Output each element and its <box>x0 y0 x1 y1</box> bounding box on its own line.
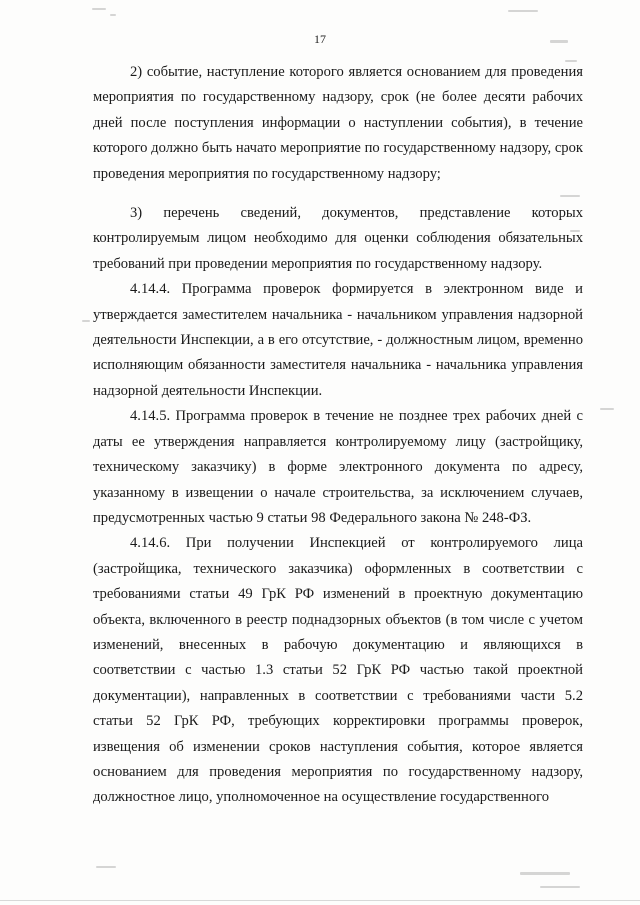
scan-noise <box>600 408 614 410</box>
document-body <box>93 60 583 811</box>
scan-edge-line <box>0 900 640 901</box>
scan-noise <box>508 10 538 12</box>
paragraph-4-14-5: 4.14.5. Программа проверок в течение не позднее трех рабочих дней с даты ее утверждения направляется контролируемому лицу (застройщику, техническому заказчику) в форме электронного документа по адресу, указанному в извещении о начале строительства, за исключением случаев, предусмотренных частью 9 статьи 98 Федерального закона № 248-ФЗ. <box>93 408 583 526</box>
scan-noise <box>540 886 580 888</box>
scan-noise <box>560 195 580 197</box>
scan-noise <box>92 8 106 10</box>
page-number: 17 <box>314 32 326 46</box>
paragraph-4-14-6: 4.14.6. При получении Инспекцией от контролируемого лица (застройщика, технического заказчика) оформленных в соответствии с требованиями статьи 49 ГрК РФ изменений в проектную документацию объекта, включенного в реестр поднадзорных объектов (в том числе с учетом изменений, внесенных в рабочую документацию и являющихся в соответствии с частью 1.3 статьи 52 ГрК РФ частью такой проектной документации), направленных в соответствии с требованиями части 5.2 статьи 52 ГрК РФ, требующих корректировки программы проверок, извещения об изменении сроков наступления события, которое является основанием для проведения мероприятия по государственному надзору, должностное лицо, уполномоченное на осуществление государственного <box>93 535 583 806</box>
scan-noise <box>96 866 116 868</box>
scan-noise <box>520 872 570 875</box>
paragraph-4-14-4: 4.14.4. Программа проверок формируется в электронном виде и утверждается заместителем начальника - начальником управления надзорной деятельности Инспекции, а в его отсутствие, - должностным лицом, временно исполняющим обязанности заместителя начальника - начальника управления надзорной деятельности Инспекции. <box>93 281 583 399</box>
scan-noise <box>570 230 580 232</box>
paragraph-event: 2) событие, наступление которого является основанием для проведения мероприятия по государственному надзору, срок (не более десяти рабочих дней после поступления информации о наступлении события), в течение которого должно быть начато мероприятие по государственному надзору, срок проведения мероприятия по государственному надзору; <box>93 64 583 182</box>
scan-noise <box>82 320 90 322</box>
paragraph-documents-list: 3) перечень сведений, документов, представление которых контролируемым лицом необходимо для оценки соблюдения обязательных требований при проведении мероприятия по государственному надзору. <box>93 205 583 272</box>
scan-noise <box>550 40 568 43</box>
scan-noise <box>110 14 116 16</box>
scan-noise <box>565 60 577 62</box>
